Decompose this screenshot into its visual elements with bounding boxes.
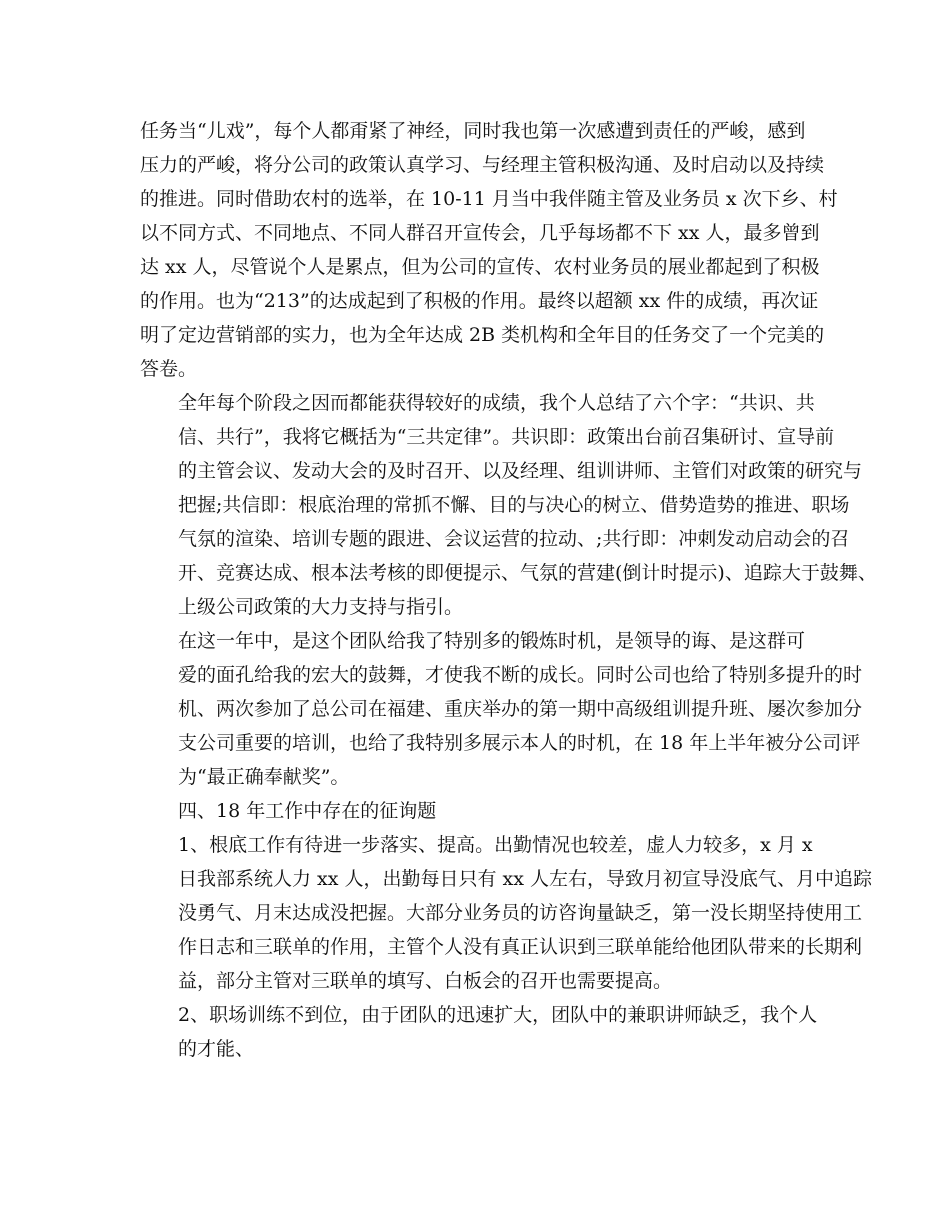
- paragraph: [140, 624, 863, 794]
- text-line: 达 xx 人，尽管说个人是累点，但为公司的宣传、农村业务员的展业都起到了积极: [140, 256, 820, 278]
- text-line: 气氛的渲染、培训专题的跟进、会议运营的拉动、;共行即：冲刺发动启动会的召: [178, 528, 850, 550]
- paragraph: [140, 114, 838, 386]
- text-line: 日我部系统人力 xx 人，出勤每日只有 xx 人左右，导致月初宣导没底气、月中追踪: [178, 868, 873, 890]
- text-line: 在这一年中，是这个团队给我了特别多的锻炼时机，是领导的诲、是这群可: [178, 630, 806, 652]
- text-line: 的作用。也为“213”的达成起到了积极的作用。最终以超额 xx 件的成绩，再次证: [140, 290, 819, 312]
- text-line: 信、共行”，我将它概括为“三共定律”。共识即：政策出台前召集研讨、宣导前: [178, 426, 835, 448]
- text-line: 压力的严峻，将分公司的政策认真学习、与经理主管积极沟通、及时启动以及持续: [140, 154, 825, 176]
- text-line: 上级公司政策的大力支持与指引。: [178, 596, 464, 618]
- text-line: 支公司重要的培训，也给了我特别多展示本人的时机，在 18 年上半年被分公司评: [178, 732, 861, 754]
- document-body: [140, 114, 877, 1066]
- text-line: 把握;共信即：根底治理的常抓不懈、目的与决心的树立、借势造势的推进、职场: [178, 494, 850, 516]
- text-line: 1、根底工作有待进一步落实、提高。出勤情况也较差，虚人力较多，x 月 x: [178, 834, 813, 856]
- text-line: 益，部分主管对三联单的填写、白板会的召开也需要提高。: [178, 970, 673, 992]
- text-line: 作日志和三联单的作用，主管个人没有真正认识到三联单能给他团队带来的长期利: [178, 936, 863, 958]
- paragraph: [140, 828, 873, 998]
- section-heading: [140, 794, 810, 828]
- text-line: 任务当“儿戏”，每个人都甭紧了神经，同时我也第一次感遭到责任的严峻，感到: [140, 120, 806, 142]
- text-line: 2、职场训练不到位，由于团队的迅速扩大，团队中的兼职讲师缺乏，我个人: [178, 1004, 818, 1026]
- text-line: 的主管会议、发动大会的及时召开、以及经理、组训讲师、主管们对政策的研究与: [178, 460, 863, 482]
- text-line: 答卷。: [140, 358, 198, 380]
- text-line: 的推进。同时借助农村的选举，在 10-11 月当中我伴随主管及业务员 x 次下乡、村: [140, 188, 838, 210]
- text-line: 没勇气、月末达成没把握。大部分业务员的访咨询量缺乏，第一没长期坚持使用工: [178, 902, 863, 924]
- text-line: 四、18 年工作中存在的征询题: [178, 800, 437, 822]
- text-line: 为“最正确奉献奖”。: [178, 766, 350, 788]
- text-line: 的才能、: [178, 1038, 255, 1060]
- text-line: 全年每个阶段之因而都能获得较好的成绩，我个人总结了六个字：“共识、共: [178, 392, 815, 414]
- text-line: 爱的面孔给我的宏大的鼓舞，才使我不断的成长。同时公司也给了特别多提升的时: [178, 664, 863, 686]
- text-line: 开、竞赛达成、根本法考核的即便提示、气氛的营建(倒计时提示)、追踪大于鼓舞、: [178, 562, 877, 584]
- paragraph: [140, 386, 877, 624]
- paragraph: [140, 998, 818, 1066]
- text-line: 机、两次参加了总公司在福建、重庆举办的第一期中高级组训提升班、屡次参加分: [178, 698, 863, 720]
- text-line: 明了定边营销部的实力，也为全年达成 2B 类机构和全年目的任务交了一个完美的: [140, 324, 825, 346]
- text-line: 以不同方式、不同地点、不同人群召开宣传会，几乎每场都不下 xx 人，最多曾到: [140, 222, 820, 244]
